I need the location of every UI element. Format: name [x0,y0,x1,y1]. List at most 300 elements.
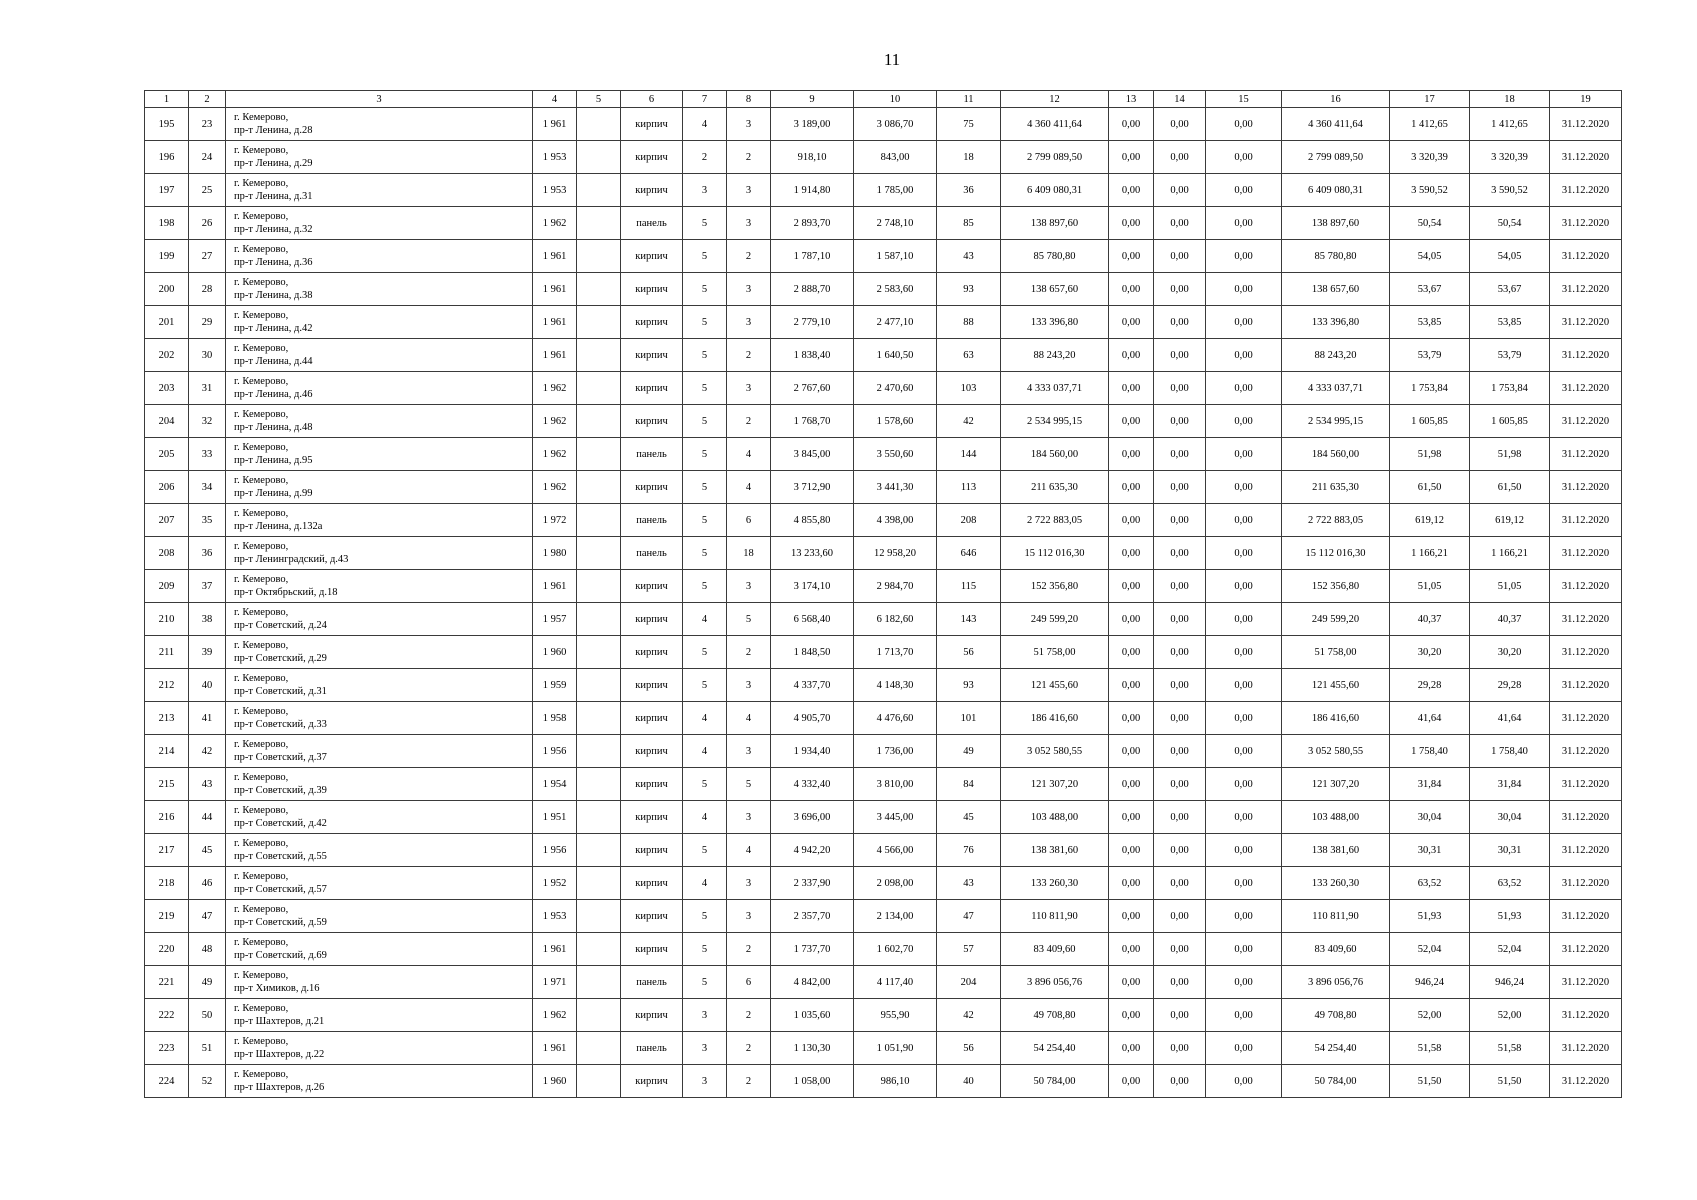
cell-col-12: 138 381,60 [1001,834,1109,867]
cell-col-19: 31.12.2020 [1550,306,1622,339]
address-city: г. Кемерово, [234,673,289,684]
table-row [145,372,1622,405]
cell-col-13: 0,00 [1109,372,1154,405]
address-cell [226,141,533,174]
cell-col-16: 2 534 995,15 [1282,405,1390,438]
table-row [145,240,1622,273]
cell-col-18: 1 753,84 [1470,372,1550,405]
address-street: пр-т Ленина, д.36 [234,257,313,268]
table-row [145,702,1622,735]
address-cell [226,306,533,339]
address-cell [226,108,533,141]
address-cell [226,768,533,801]
cell-col-9: 1 848,50 [771,636,854,669]
cell-col-13: 0,00 [1109,933,1154,966]
cell-col-6: кирпич [621,702,683,735]
cell-col-9: 1 035,60 [771,999,854,1032]
cell-col-7: 5 [683,636,727,669]
cell-col-8: 3 [727,108,771,141]
cell-col-8: 2 [727,1032,771,1065]
address-street: пр-т Советский, д.39 [234,785,327,796]
cell-col-10: 4 476,60 [854,702,937,735]
cell-col-16: 3 052 580,55 [1282,735,1390,768]
cell-col-14: 0,00 [1154,735,1206,768]
cell-col-13: 0,00 [1109,801,1154,834]
cell-col-13: 0,00 [1109,471,1154,504]
column-header-15: 15 [1206,91,1282,108]
cell-col-10: 2 984,70 [854,570,937,603]
cell-col-1: 208 [145,537,189,570]
cell-col-6: кирпич [621,735,683,768]
cell-col-6: кирпич [621,306,683,339]
cell-col-9: 918,10 [771,141,854,174]
cell-col-15: 0,00 [1206,1065,1282,1098]
cell-col-19: 31.12.2020 [1550,801,1622,834]
address-street: пр-т Шахтеров, д.21 [234,1016,325,1027]
cell-col-11: 45 [937,801,1001,834]
cell-col-18: 51,50 [1470,1065,1550,1098]
cell-col-9: 2 779,10 [771,306,854,339]
cell-col-11: 47 [937,900,1001,933]
address-cell [226,801,533,834]
cell-col-1: 219 [145,900,189,933]
address-city: г. Кемерово, [234,574,289,585]
column-header-16: 16 [1282,91,1390,108]
address-city: г. Кемерово, [234,1069,289,1080]
cell-col-16: 186 416,60 [1282,702,1390,735]
cell-col-4: 1 962 [533,471,577,504]
cell-col-4: 1 953 [533,141,577,174]
cell-col-16: 133 260,30 [1282,867,1390,900]
cell-col-2: 41 [189,702,226,735]
cell-col-16: 4 333 037,71 [1282,372,1390,405]
address-street: пр-т Ленина, д.32 [234,224,313,235]
cell-col-2: 48 [189,933,226,966]
cell-col-17: 52,00 [1390,999,1470,1032]
cell-col-2: 28 [189,273,226,306]
cell-col-9: 1 768,70 [771,405,854,438]
cell-col-1: 202 [145,339,189,372]
cell-col-18: 1 758,40 [1470,735,1550,768]
cell-col-7: 5 [683,537,727,570]
cell-col-7: 5 [683,405,727,438]
address-city: г. Кемерово, [234,310,289,321]
cell-col-6: кирпич [621,570,683,603]
cell-col-14: 0,00 [1154,966,1206,999]
cell-col-1: 204 [145,405,189,438]
address-cell [226,504,533,537]
cell-col-7: 4 [683,702,727,735]
cell-col-5 [577,966,621,999]
cell-col-11: 208 [937,504,1001,537]
cell-col-6: кирпич [621,999,683,1032]
cell-col-8: 2 [727,240,771,273]
cell-col-6: кирпич [621,1065,683,1098]
cell-col-11: 204 [937,966,1001,999]
cell-col-1: 197 [145,174,189,207]
address-street: пр-т Ленина, д.42 [234,323,313,334]
cell-col-18: 619,12 [1470,504,1550,537]
address-street: пр-т Советский, д.31 [234,686,327,697]
cell-col-12: 51 758,00 [1001,636,1109,669]
cell-col-10: 3 086,70 [854,108,937,141]
cell-col-13: 0,00 [1109,702,1154,735]
cell-col-1: 209 [145,570,189,603]
address-cell [226,537,533,570]
cell-col-13: 0,00 [1109,735,1154,768]
cell-col-18: 31,84 [1470,768,1550,801]
cell-col-7: 5 [683,768,727,801]
column-number-header-row [145,91,1622,108]
cell-col-5 [577,306,621,339]
cell-col-18: 51,58 [1470,1032,1550,1065]
address-city: г. Кемерово, [234,607,289,618]
address-cell [226,339,533,372]
cell-col-17: 31,84 [1390,768,1470,801]
table-row [145,735,1622,768]
cell-col-19: 31.12.2020 [1550,1065,1622,1098]
column-header-10: 10 [854,91,937,108]
cell-col-12: 3 896 056,76 [1001,966,1109,999]
table-row [145,339,1622,372]
cell-col-4: 1 960 [533,636,577,669]
table-row [145,768,1622,801]
column-header-18: 18 [1470,91,1550,108]
cell-col-11: 42 [937,999,1001,1032]
cell-col-2: 34 [189,471,226,504]
cell-col-10: 986,10 [854,1065,937,1098]
cell-col-7: 5 [683,207,727,240]
cell-col-19: 31.12.2020 [1550,669,1622,702]
cell-col-12: 133 396,80 [1001,306,1109,339]
cell-col-10: 1 640,50 [854,339,937,372]
address-city: г. Кемерово, [234,442,289,453]
cell-col-13: 0,00 [1109,1032,1154,1065]
cell-col-8: 3 [727,372,771,405]
cell-col-4: 1 953 [533,174,577,207]
cell-col-15: 0,00 [1206,966,1282,999]
cell-col-16: 211 635,30 [1282,471,1390,504]
cell-col-19: 31.12.2020 [1550,240,1622,273]
cell-col-1: 221 [145,966,189,999]
cell-col-14: 0,00 [1154,801,1206,834]
cell-col-14: 0,00 [1154,669,1206,702]
address-cell [226,867,533,900]
cell-col-12: 249 599,20 [1001,603,1109,636]
address-cell [226,174,533,207]
cell-col-12: 152 356,80 [1001,570,1109,603]
cell-col-9: 13 233,60 [771,537,854,570]
cell-col-8: 3 [727,570,771,603]
cell-col-14: 0,00 [1154,141,1206,174]
cell-col-7: 5 [683,570,727,603]
cell-col-7: 5 [683,339,727,372]
cell-col-5 [577,273,621,306]
cell-col-6: панель [621,1032,683,1065]
cell-col-10: 3 441,30 [854,471,937,504]
cell-col-6: кирпич [621,801,683,834]
cell-col-19: 31.12.2020 [1550,339,1622,372]
table-row [145,933,1622,966]
cell-col-5 [577,933,621,966]
cell-col-2: 49 [189,966,226,999]
address-city: г. Кемерово, [234,508,289,519]
cell-col-9: 1 934,40 [771,735,854,768]
cell-col-18: 1 605,85 [1470,405,1550,438]
cell-col-11: 43 [937,867,1001,900]
cell-col-14: 0,00 [1154,273,1206,306]
cell-col-2: 35 [189,504,226,537]
table-row [145,141,1622,174]
cell-col-2: 44 [189,801,226,834]
cell-col-11: 93 [937,669,1001,702]
cell-col-4: 1 961 [533,339,577,372]
cell-col-10: 3 550,60 [854,438,937,471]
address-street: пр-т Советский, д.57 [234,884,327,895]
cell-col-6: кирпич [621,603,683,636]
cell-col-16: 249 599,20 [1282,603,1390,636]
cell-col-1: 215 [145,768,189,801]
cell-col-11: 56 [937,636,1001,669]
cell-col-9: 3 189,00 [771,108,854,141]
cell-col-2: 29 [189,306,226,339]
cell-col-8: 2 [727,999,771,1032]
cell-col-19: 31.12.2020 [1550,537,1622,570]
address-cell [226,735,533,768]
cell-col-10: 1 578,60 [854,405,937,438]
cell-col-10: 1 736,00 [854,735,937,768]
table-row [145,438,1622,471]
cell-col-8: 3 [727,174,771,207]
cell-col-13: 0,00 [1109,1065,1154,1098]
address-city: г. Кемерово, [234,343,289,354]
cell-col-13: 0,00 [1109,141,1154,174]
cell-col-10: 955,90 [854,999,937,1032]
cell-col-15: 0,00 [1206,471,1282,504]
address-street: пр-т Советский, д.33 [234,719,327,730]
cell-col-14: 0,00 [1154,867,1206,900]
cell-col-18: 53,79 [1470,339,1550,372]
cell-col-6: кирпич [621,240,683,273]
cell-col-2: 25 [189,174,226,207]
cell-col-4: 1 956 [533,735,577,768]
cell-col-9: 4 855,80 [771,504,854,537]
cell-col-5 [577,603,621,636]
cell-col-8: 4 [727,834,771,867]
cell-col-18: 51,05 [1470,570,1550,603]
address-street: пр-т Ленина, д.31 [234,191,313,202]
cell-col-17: 30,31 [1390,834,1470,867]
cell-col-4: 1 962 [533,438,577,471]
cell-col-12: 85 780,80 [1001,240,1109,273]
address-street: пр-т Ленина, д.99 [234,488,313,499]
cell-col-19: 31.12.2020 [1550,438,1622,471]
cell-col-9: 3 712,90 [771,471,854,504]
cell-col-14: 0,00 [1154,339,1206,372]
cell-col-5 [577,1065,621,1098]
cell-col-7: 5 [683,504,727,537]
cell-col-14: 0,00 [1154,306,1206,339]
cell-col-7: 5 [683,471,727,504]
cell-col-17: 53,79 [1390,339,1470,372]
cell-col-8: 4 [727,702,771,735]
cell-col-9: 1 914,80 [771,174,854,207]
cell-col-17: 1 412,65 [1390,108,1470,141]
cell-col-6: кирпич [621,900,683,933]
cell-col-2: 26 [189,207,226,240]
cell-col-11: 88 [937,306,1001,339]
cell-col-10: 3 445,00 [854,801,937,834]
cell-col-6: кирпич [621,405,683,438]
cell-col-12: 4 360 411,64 [1001,108,1109,141]
cell-col-16: 50 784,00 [1282,1065,1390,1098]
cell-col-16: 138 897,60 [1282,207,1390,240]
cell-col-16: 133 396,80 [1282,306,1390,339]
cell-col-5 [577,438,621,471]
cell-col-5 [577,801,621,834]
address-city: г. Кемерово, [234,937,289,948]
cell-col-11: 63 [937,339,1001,372]
cell-col-10: 12 958,20 [854,537,937,570]
cell-col-16: 49 708,80 [1282,999,1390,1032]
cell-col-14: 0,00 [1154,537,1206,570]
cell-col-14: 0,00 [1154,999,1206,1032]
cell-col-4: 1 961 [533,240,577,273]
cell-col-17: 1 753,84 [1390,372,1470,405]
cell-col-17: 1 605,85 [1390,405,1470,438]
cell-col-11: 49 [937,735,1001,768]
cell-col-15: 0,00 [1206,438,1282,471]
cell-col-10: 1 587,10 [854,240,937,273]
cell-col-7: 4 [683,603,727,636]
cell-col-13: 0,00 [1109,273,1154,306]
address-cell [226,570,533,603]
cell-col-2: 37 [189,570,226,603]
cell-col-1: 199 [145,240,189,273]
cell-col-12: 6 409 080,31 [1001,174,1109,207]
cell-col-9: 1 130,30 [771,1032,854,1065]
address-street: пр-т Шахтеров, д.26 [234,1082,325,1093]
cell-col-5 [577,867,621,900]
column-header-13: 13 [1109,91,1154,108]
cell-col-2: 50 [189,999,226,1032]
cell-col-11: 143 [937,603,1001,636]
cell-col-4: 1 972 [533,504,577,537]
cell-col-11: 93 [937,273,1001,306]
cell-col-7: 5 [683,372,727,405]
address-city: г. Кемерово, [234,409,289,420]
cell-col-15: 0,00 [1206,108,1282,141]
column-header-19: 19 [1550,91,1622,108]
cell-col-18: 40,37 [1470,603,1550,636]
address-city: г. Кемерово, [234,970,289,981]
address-city: г. Кемерово, [234,739,289,750]
cell-col-8: 3 [727,669,771,702]
cell-col-8: 3 [727,801,771,834]
cell-col-4: 1 954 [533,768,577,801]
cell-col-8: 2 [727,1065,771,1098]
cell-col-4: 1 957 [533,603,577,636]
cell-col-16: 54 254,40 [1282,1032,1390,1065]
cell-col-19: 31.12.2020 [1550,933,1622,966]
cell-col-1: 198 [145,207,189,240]
address-city: г. Кемерово, [234,838,289,849]
address-city: г. Кемерово, [234,706,289,717]
address-cell [226,240,533,273]
cell-col-9: 1 787,10 [771,240,854,273]
address-city: г. Кемерово, [234,805,289,816]
address-city: г. Кемерово, [234,475,289,486]
cell-col-14: 0,00 [1154,471,1206,504]
cell-col-2: 27 [189,240,226,273]
cell-col-7: 5 [683,438,727,471]
cell-col-7: 5 [683,273,727,306]
column-header-14: 14 [1154,91,1206,108]
cell-col-4: 1 961 [533,108,577,141]
cell-col-11: 56 [937,1032,1001,1065]
cell-col-14: 0,00 [1154,834,1206,867]
cell-col-8: 3 [727,867,771,900]
cell-col-17: 946,24 [1390,966,1470,999]
cell-col-1: 195 [145,108,189,141]
cell-col-5 [577,702,621,735]
cell-col-10: 3 810,00 [854,768,937,801]
cell-col-13: 0,00 [1109,999,1154,1032]
cell-col-4: 1 961 [533,933,577,966]
address-street: пр-т Советский, д.55 [234,851,327,862]
cell-col-9: 4 332,40 [771,768,854,801]
cell-col-18: 3 320,39 [1470,141,1550,174]
cell-col-16: 152 356,80 [1282,570,1390,603]
address-street: пр-т Шахтеров, д.22 [234,1049,325,1060]
cell-col-15: 0,00 [1206,669,1282,702]
cell-col-11: 85 [937,207,1001,240]
cell-col-14: 0,00 [1154,405,1206,438]
cell-col-5 [577,108,621,141]
cell-col-1: 224 [145,1065,189,1098]
cell-col-19: 31.12.2020 [1550,867,1622,900]
page-number: 11 [883,50,901,69]
cell-col-18: 1 412,65 [1470,108,1550,141]
cell-col-17: 29,28 [1390,669,1470,702]
cell-col-6: кирпич [621,669,683,702]
cell-col-16: 184 560,00 [1282,438,1390,471]
cell-col-1: 213 [145,702,189,735]
cell-col-15: 0,00 [1206,636,1282,669]
cell-col-19: 31.12.2020 [1550,1032,1622,1065]
table-row [145,570,1622,603]
cell-col-5 [577,174,621,207]
cell-col-9: 3 845,00 [771,438,854,471]
cell-col-12: 121 307,20 [1001,768,1109,801]
address-cell [226,405,533,438]
cell-col-4: 1 962 [533,207,577,240]
cell-col-5 [577,900,621,933]
address-cell [226,1065,533,1098]
address-cell [226,273,533,306]
cell-col-4: 1 961 [533,1032,577,1065]
cell-col-6: кирпич [621,339,683,372]
column-header-7: 7 [683,91,727,108]
cell-col-16: 110 811,90 [1282,900,1390,933]
cell-col-5 [577,570,621,603]
cell-col-15: 0,00 [1206,1032,1282,1065]
cell-col-11: 75 [937,108,1001,141]
cell-col-11: 103 [937,372,1001,405]
cell-col-16: 138 657,60 [1282,273,1390,306]
cell-col-12: 138 657,60 [1001,273,1109,306]
cell-col-8: 2 [727,405,771,438]
